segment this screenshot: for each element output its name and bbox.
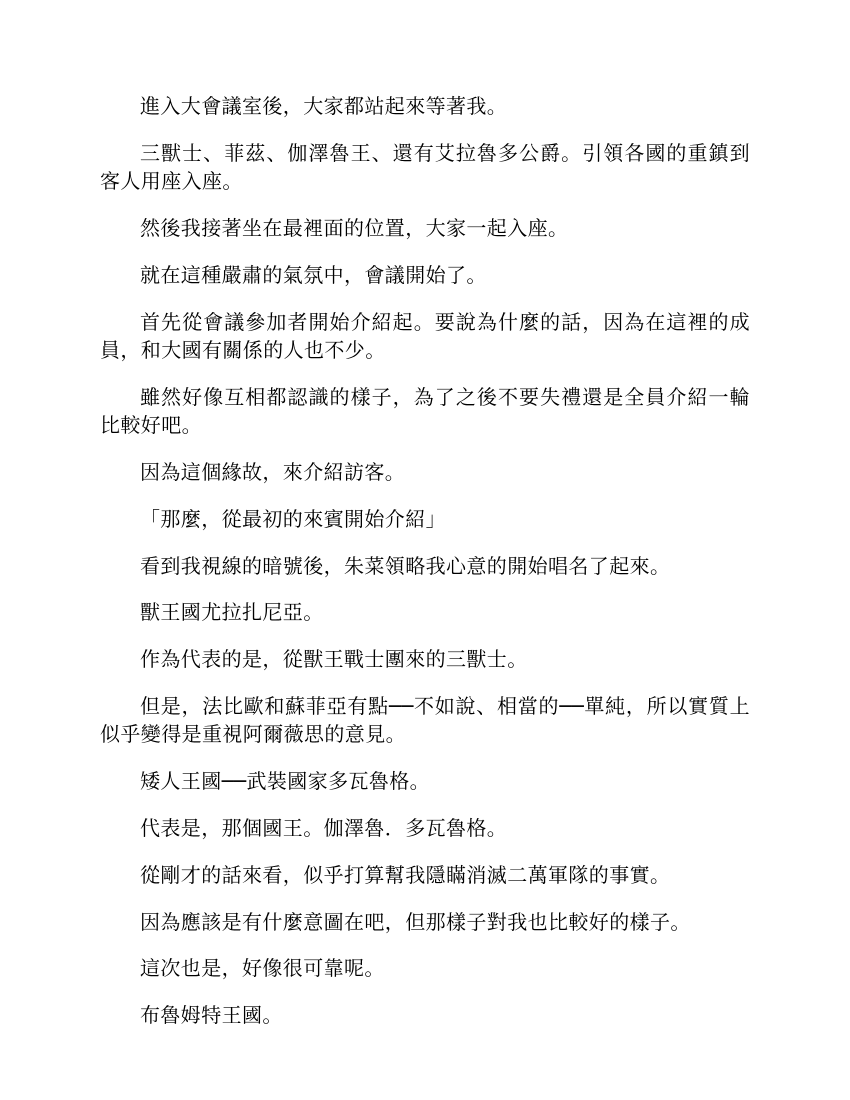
paragraph: 從剛才的話來看，似乎打算幫我隱瞞消滅二萬軍隊的事實。 — [140, 862, 671, 887]
paragraph: 然後我接著坐在最裡面的位置，大家一起入座。 — [140, 216, 569, 240]
body-text — [100, 92, 750, 1048]
paragraph: 就在這種嚴肅的氣氛中，會議開始了。 — [140, 262, 487, 287]
paragraph: 代表是，那個國王。伽澤魯．多瓦魯格。 — [140, 815, 508, 840]
paragraph: 布魯姆特王國。 — [140, 1003, 283, 1028]
paragraph: 看到我視線的暗號後，朱菜領略我心意的開始唱名了起來。 — [140, 553, 671, 578]
paragraph: 這次也是，好像很可靠呢。 — [140, 956, 385, 981]
paragraph: 獸王國尤拉扎尼亞。 — [140, 600, 324, 625]
paragraph: 「那麼，從最初的來賓開始介紹」 — [140, 506, 446, 531]
paragraph: 因為這個緣故，來介紹訪客。 — [140, 460, 406, 484]
paragraph: 但是，法比歐和蘇菲亞有點──不如說、相當的──單純，所以實質上似乎變得是重視阿爾薇思的意見。 — [100, 693, 750, 747]
paragraph: 因為應該是有什麼意圖在吧，但那樣子對我也比較好的樣子。 — [140, 909, 691, 934]
paragraph: 三獸士、菲茲、伽澤魯王、還有艾拉魯多公爵。引領各國的重鎮到客人用座入座。 — [100, 140, 750, 194]
paragraph: 矮人王國──武裝國家多瓦魯格。 — [140, 769, 431, 794]
paragraph: 進入大會議室後，大家都站起來等著我。 — [140, 94, 508, 118]
paragraph: 作為代表的是，從獸王戰士團來的三獸士。 — [140, 647, 528, 672]
paragraph: 雖然好像互相都認識的樣子，為了之後不要失禮還是全員介紹一輪比較好吧。 — [100, 384, 750, 438]
paragraph: 首先從會議參加者開始介紹起。要說為什麼的話，因為在這裡的成員，和大國有關係的人也不少。 — [100, 309, 750, 362]
